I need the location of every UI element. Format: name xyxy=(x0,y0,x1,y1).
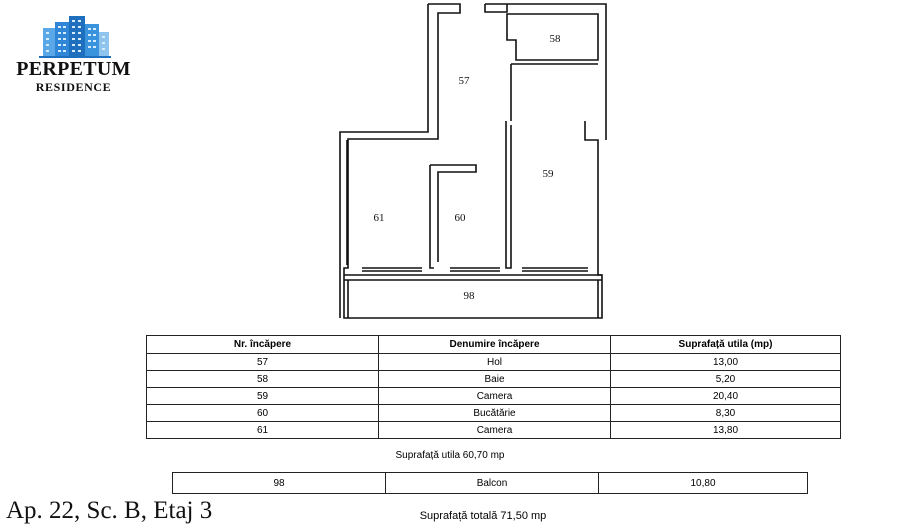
cell-area: 13,80 xyxy=(611,422,841,439)
cell-area: 5,20 xyxy=(611,371,841,388)
cell-name: Bucătărie xyxy=(379,405,611,422)
cell-name: Balcon xyxy=(386,473,599,494)
cell-area: 10,80 xyxy=(599,473,808,494)
table-row xyxy=(147,354,841,371)
cell-name: Baie xyxy=(379,371,611,388)
cell-nr: 59 xyxy=(147,388,379,405)
room-label-60: 60 xyxy=(454,212,466,224)
total-usable-area: Suprafață utila 60,70 mp xyxy=(395,450,505,461)
table-row xyxy=(173,473,808,494)
apartment-label: Ap. 22, Sc. B, Etaj 3 xyxy=(6,497,213,524)
cell-area: 20,40 xyxy=(611,388,841,405)
cell-name: Camera xyxy=(379,422,611,439)
cell-name: Camera xyxy=(379,388,611,405)
table-row xyxy=(147,405,841,422)
rooms-table xyxy=(146,335,841,439)
room-label-98: 98 xyxy=(463,290,475,302)
cell-nr: 57 xyxy=(147,354,379,371)
cell-nr: 98 xyxy=(173,473,386,494)
logo xyxy=(6,14,141,100)
room-label-61: 61 xyxy=(373,212,385,224)
cell-nr: 61 xyxy=(147,422,379,439)
logo-title: PERPETUM xyxy=(16,58,131,80)
cell-nr: 58 xyxy=(147,371,379,388)
column-header-name: Denumire încăpere xyxy=(379,336,611,354)
logo-subtitle: RESIDENCE xyxy=(35,80,112,94)
table-row xyxy=(147,422,841,439)
cell-nr: 60 xyxy=(147,405,379,422)
cell-area: 8,30 xyxy=(611,405,841,422)
table-header-row xyxy=(147,336,841,354)
column-header-area: Suprafață utila (mp) xyxy=(611,336,841,354)
room-label-58: 58 xyxy=(549,33,561,45)
cell-name: Hol xyxy=(379,354,611,371)
room-label-57: 57 xyxy=(458,75,470,87)
room-label-59: 59 xyxy=(542,168,554,180)
column-header-nr: Nr. încăpere xyxy=(147,336,379,354)
cell-area: 13,00 xyxy=(611,354,841,371)
floor-plan xyxy=(330,0,610,322)
table-row xyxy=(147,371,841,388)
total-area: Suprafață totală 71,50 mp xyxy=(419,510,547,522)
balcony-table xyxy=(172,472,808,494)
buildings-icon xyxy=(39,14,111,58)
table-row xyxy=(147,388,841,405)
